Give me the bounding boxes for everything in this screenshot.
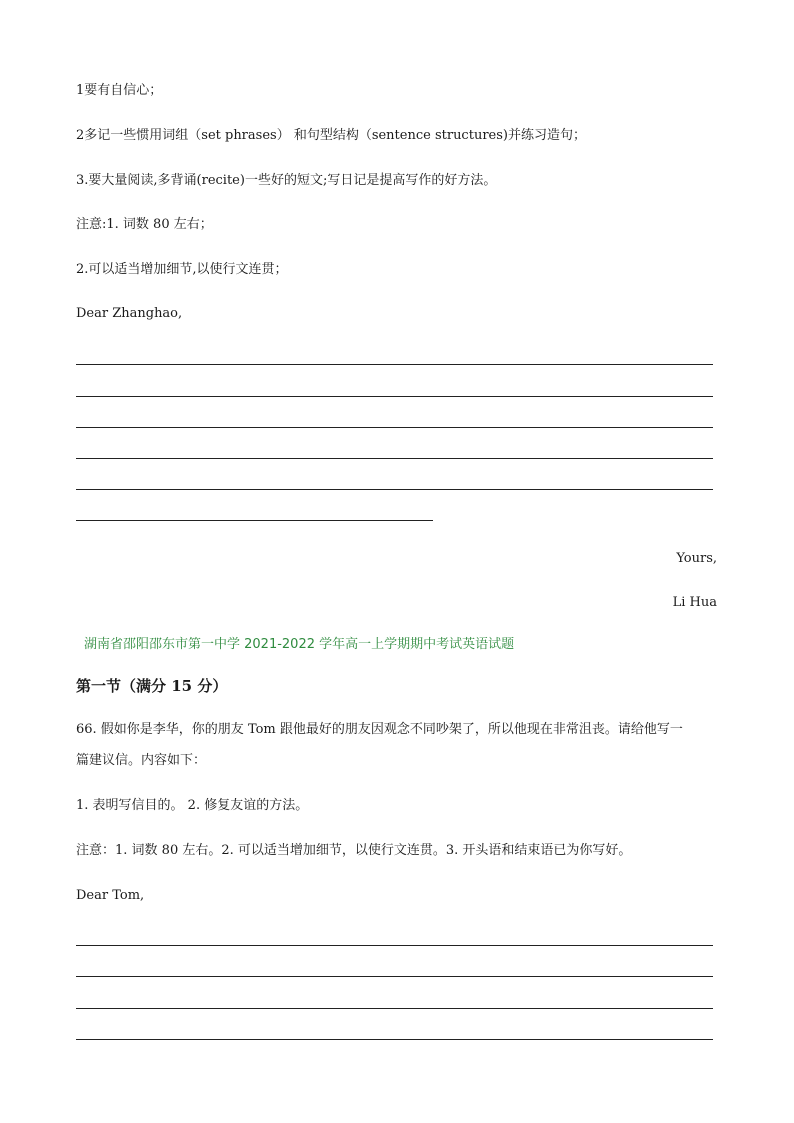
prompt-line-2: 篇建议信。内容如下：	[76, 753, 207, 768]
writing-line[interactable]	[76, 489, 713, 490]
note-details: 2.可以适当增加细节,以使行文连贯；	[76, 262, 288, 277]
letter-signature: Li Hua	[672, 595, 717, 610]
prompt-line-1: 66. 假如你是李华，你的朋友 Tom 跟他最好的朋友因观念不同吵架了，所以他现在非常沮丧。请给他写一	[76, 722, 683, 737]
writing-line[interactable]	[76, 945, 713, 946]
writing-line[interactable]	[76, 364, 713, 365]
section-heading: 第一节（满分 15 分）	[76, 677, 228, 695]
requirement-item-3: 3.要大量阅读,多背诵(recite)一些好的短文;写日记是提高写作的好方法。	[76, 173, 497, 188]
content-points: 1. 表明写信目的。 2. 修复友谊的方法。	[76, 798, 309, 813]
writing-line[interactable]	[76, 427, 713, 428]
letter-salutation-2: Dear Tom,	[76, 888, 145, 903]
letter-closing: Yours,	[676, 551, 717, 566]
requirement-item-1: 1要有自信心；	[76, 83, 163, 98]
writing-line[interactable]	[76, 396, 713, 397]
letter-salutation: Dear Zhanghao,	[76, 306, 183, 321]
writing-line[interactable]	[76, 1039, 713, 1040]
requirement-item-2: 2多记一些惯用词组（set phrases） 和句型结构（sentence structures)并练习造句；	[76, 128, 586, 143]
writing-line[interactable]	[76, 458, 713, 459]
source-title: 湖南省邵阳邵东市第一中学 2021-2022 学年高一上学期期中考试英语试题	[84, 637, 515, 652]
writing-line[interactable]	[76, 1008, 713, 1009]
writing-line[interactable]	[76, 976, 713, 977]
writing-line-short[interactable]	[76, 520, 433, 521]
note-word-count: 注意:1. 词数 80 左右；	[76, 217, 213, 232]
notes: 注意：1. 词数 80 左右。2. 可以适当增加细节，以使行文连贯。3. 开头语和结束语已为你写好。	[76, 843, 632, 858]
